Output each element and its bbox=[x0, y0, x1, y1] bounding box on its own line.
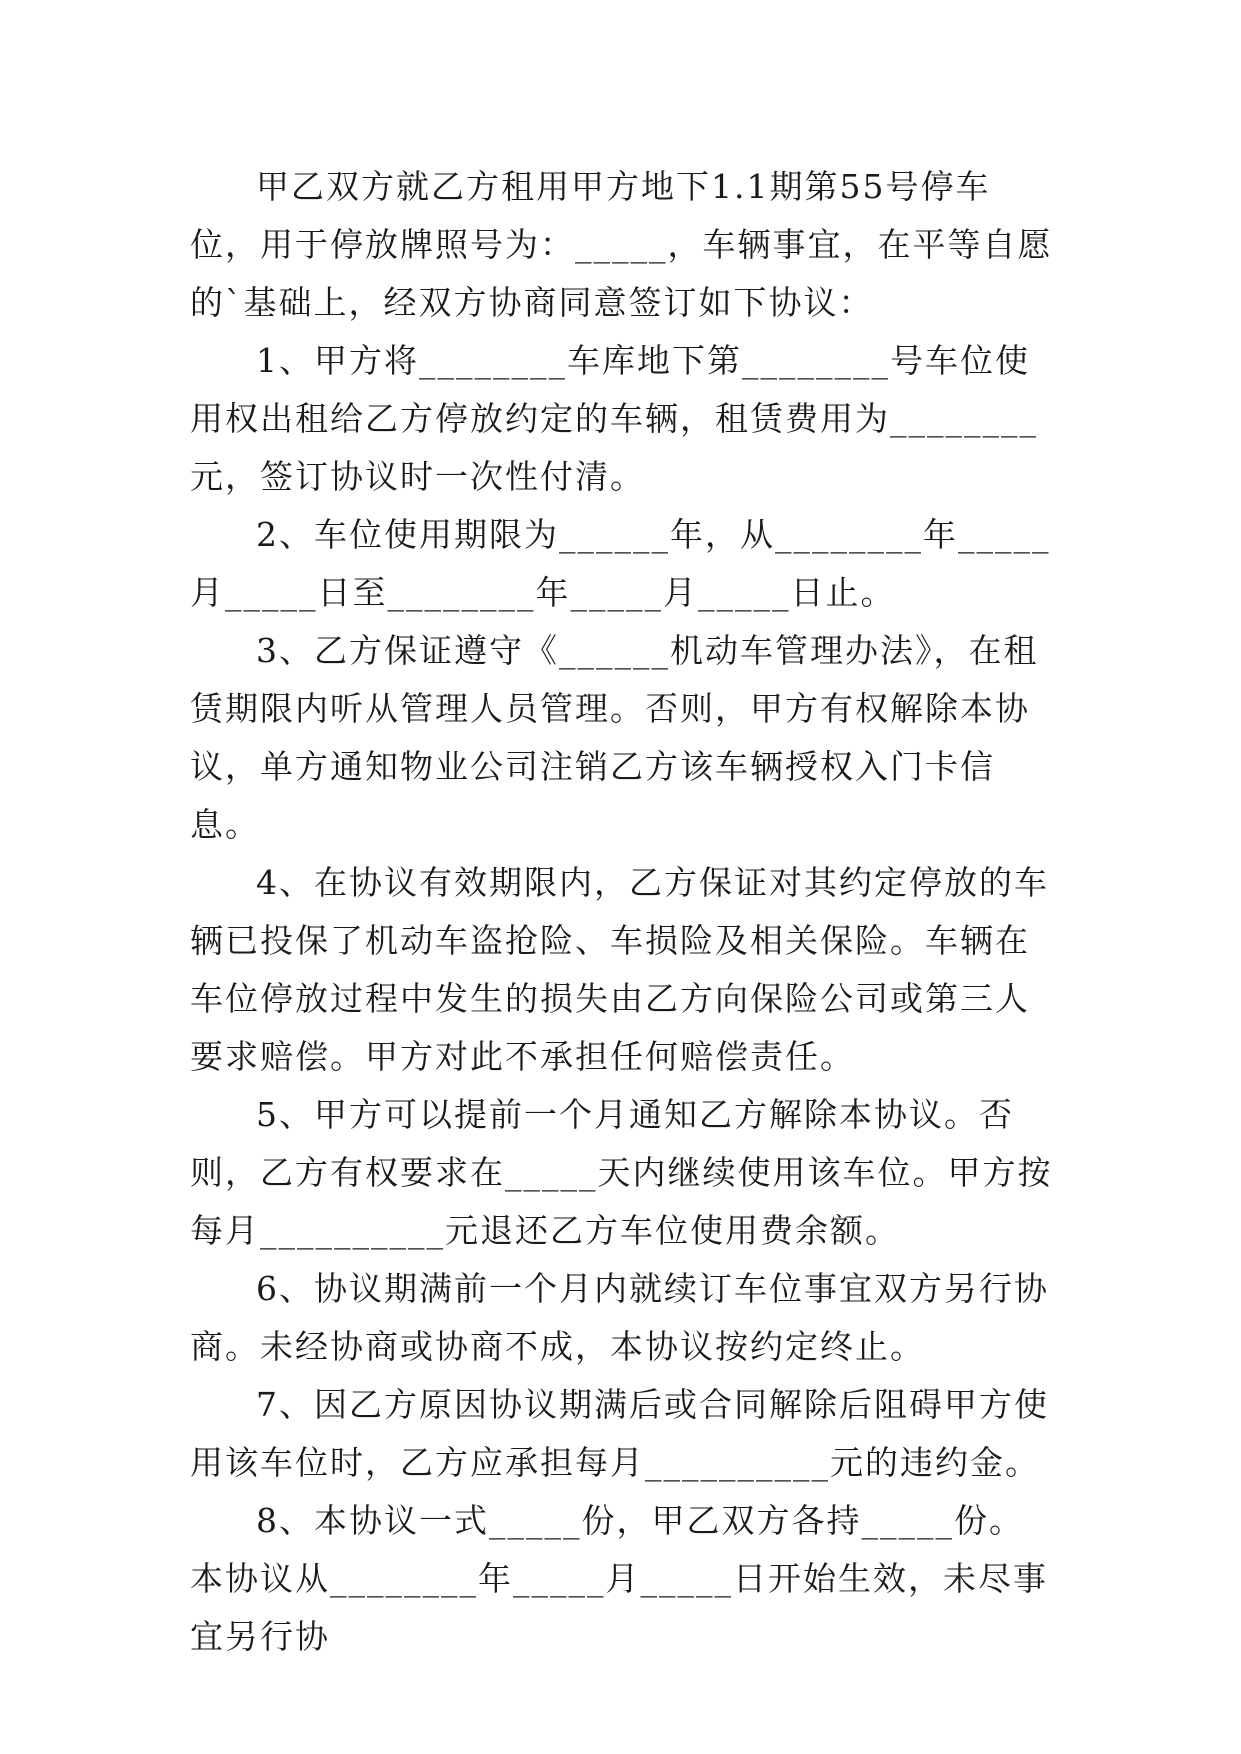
clause-2: 2、车位使用期限为______年，从________年_____月_____日至________年_____月_____日止。 bbox=[190, 515, 1051, 612]
paragraph-intro: 甲乙双方就乙方租用甲方地下1.1期第55号停车位，用于停放牌照号为：_____，车辆事宜，在平等自愿的`基础上，经双方协商同意签订如下协议： bbox=[190, 167, 1053, 322]
clause-8: 8、本协议一式_____份，甲乙双方各持_____份。本协议从________年_____月_____日开始生效，未尽事宜另行协 bbox=[190, 1501, 1048, 1656]
clause-5: 5、甲方可以提前一个月通知乙方解除本协议。否则，乙方有权要求在_____天内继续使用该车位。甲方按每月__________元退还乙方车位使用费余额。 bbox=[190, 1095, 1053, 1250]
clause-6: 6、协议期满前一个月内就续订车位事宜双方另行协商。未经协商或协商不成，本协议按约定终止。 bbox=[190, 1269, 1049, 1366]
clause-1: 1、甲方将________车库地下第________号车位使用权出租给乙方停放约定的车辆，租赁费用为________元，签订协议时一次性付清。 bbox=[190, 341, 1038, 496]
clause-7: 7、因乙方原因协议期满后或合同解除后阻碍甲方使用该车位时，乙方应承担每月__________元的违约金。 bbox=[190, 1385, 1049, 1482]
agreement-body bbox=[190, 158, 1055, 1666]
clause-4: 4、在协议有效期限内，乙方保证对其约定停放的车辆已投保了机动车盗抢险、车损险及相关保险。车辆在车位停放过程中发生的损失由乙方向保险公司或第三人要求赔偿。甲方对此不承担任何赔偿责任。 bbox=[190, 863, 1049, 1076]
clause-3: 3、乙方保证遵守《______机动车管理办法》，在租赁期限内听从管理人员管理。否则，甲方有权解除本协议，单方通知物业公司注销乙方该车辆授权入门卡信息。 bbox=[190, 631, 1039, 844]
